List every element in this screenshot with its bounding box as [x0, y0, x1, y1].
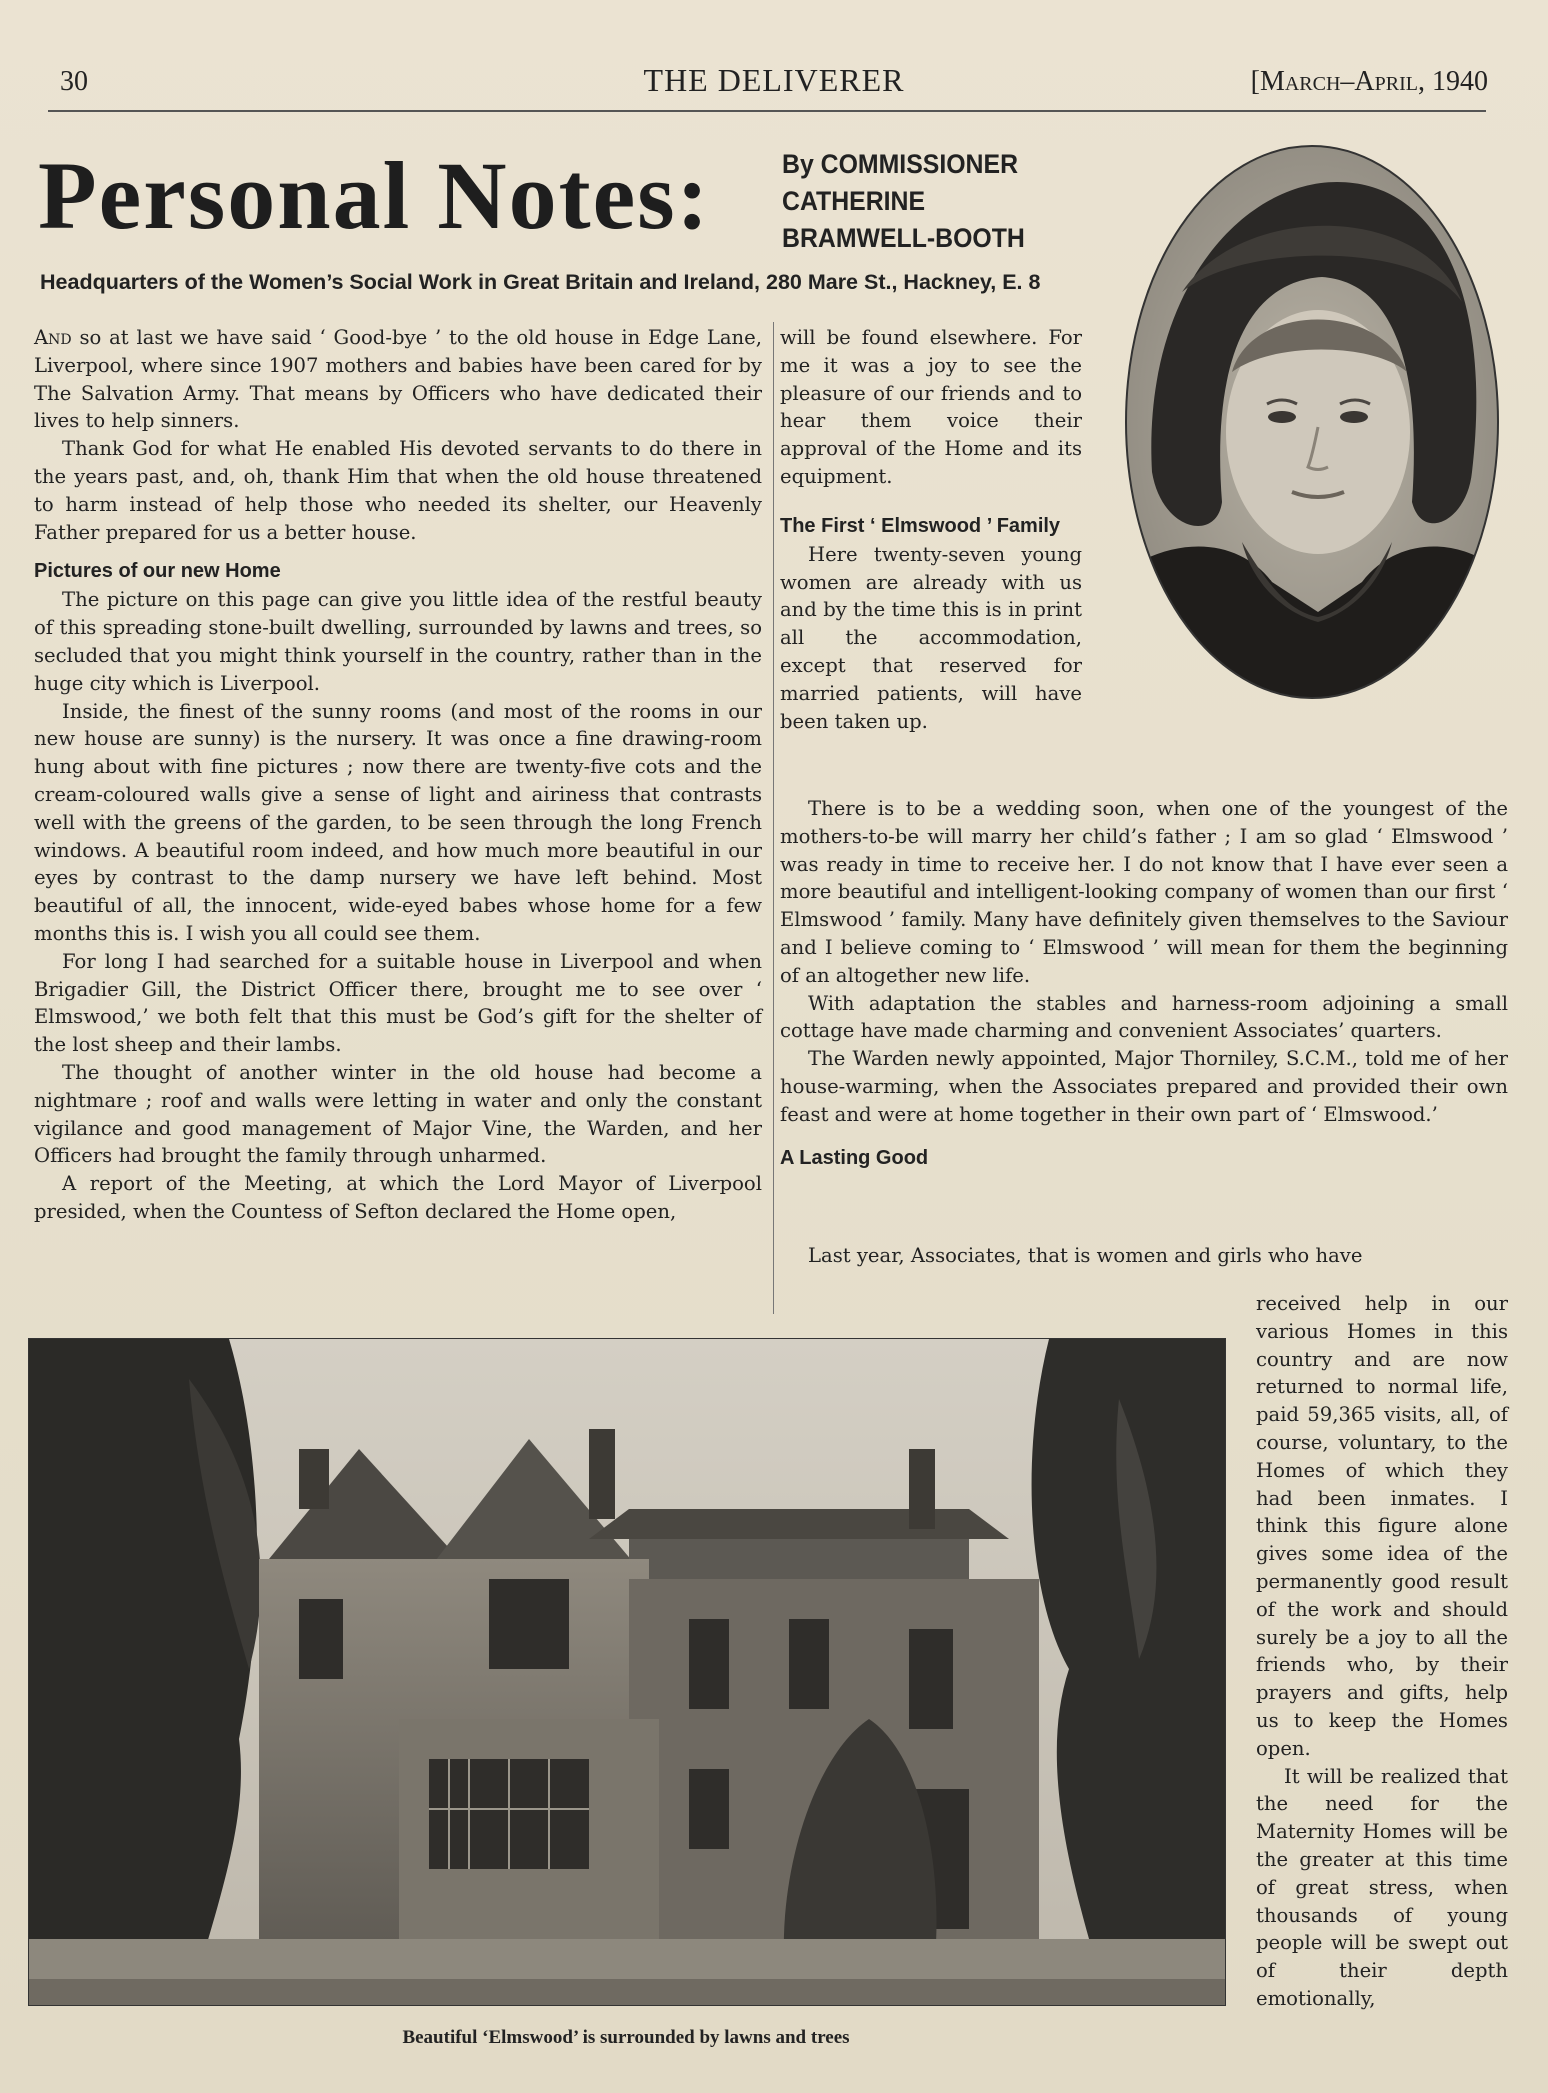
paragraph: There is to be a wedding soon, when one of the youngest of the mothers-to-be will marry her child’s father ; I am so glad ‘ Elmswood ’ was ready in time to receive her. I do not know that I have ever seen a more beautiful and intelligent-looking company of women than our first ‘ Elmswood ’ family. Many have definitely given themselves to the Saviour and I believe coming to ‘ Elmswood ’ will mean for them the beginning of an altogether new life. [780, 797, 1508, 987]
byline [782, 146, 1086, 257]
portrait-photo [1122, 142, 1502, 702]
paragraph: The Warden newly appointed, Major Thorniley, S.C.M., told me of her house-warming, when the Associates prepared and provided their own feast and were at home together in their own part of ‘ Elmswood.’ [780, 1047, 1508, 1126]
section-heading: Pictures of our new Home [34, 560, 281, 583]
drop-lead: And [34, 326, 72, 349]
paragraph: will be found elsewhere. For me it was a joy to see the pleasure of our friends and to hear them voice their approval of the Home and its equipment. [780, 326, 1082, 488]
byline-line-3: BRAMWELL-BOOTH [782, 223, 1025, 253]
paragraph: The picture on this page can give you little idea of the restful beauty of this spreading stone-built dwelling, surrounded by lawns and trees, so secluded that you might think yourself in the country, rather than in the huge city which is Liverpool. [34, 588, 762, 695]
paragraph: received help in our various Homes in this country and are now returned to normal life, paid 59,365 visits, all, of course, voluntary, to the Homes of which they had been inmates. I think this figure alone gives some idea of the permanently good result of the work and should surely be a joy to all the friends who, by their prayers and gifts, help us to keep the Homes open. [1256, 1292, 1508, 1760]
paragraph: With adaptation the stables and harness-room adjoining a small cottage have made charming and convenient Associates’ quarters. [780, 991, 1508, 1043]
column-4 [1256, 1290, 1508, 2013]
column-1 [34, 324, 762, 1226]
issue-date: [March–April, 1940 [1250, 66, 1488, 97]
running-header [60, 60, 1488, 104]
section-heading: A Lasting Good [780, 1146, 929, 1169]
byline-line-1: By COMMISSIONER [782, 149, 1019, 179]
column-2 [780, 324, 1082, 735]
byline-line-2: CATHERINE [782, 186, 926, 216]
column-3 [780, 795, 1508, 1173]
column-divider [773, 322, 774, 1314]
paragraph: Inside, the finest of the sunny rooms (and most of the rooms in our new house are sunny) is the nursery. It was once a fine drawing-room hung about with fine pictures ; now there are twenty-five cots and the cream-coloured walls give a sense of light and airiness that contrasts well with the greens of the garden, to be seen through the long French windows. A beautiful room indeed, and how much more beautiful in our eyes by contrast to the damp nursery we have left behind. Most beautiful of all, the innocent, wide-eyed babes whose home for a few months this is. I wish you all could see them. [34, 699, 762, 945]
paragraph: It will be realized that the need for the Maternity Homes will be the greater at this time of great stress, when thousands of young people will be swept out of their depth emotionally, [1256, 1764, 1508, 2010]
elmswood-house-photo [28, 1338, 1226, 2006]
page-number: 30 [60, 66, 88, 97]
publication-title: THE DELIVERER [643, 62, 905, 98]
photo-caption: Beautiful ‘Elmswood’ is surrounded by lawns and trees [402, 2027, 850, 2048]
column-3-continued [780, 1242, 1508, 1270]
paragraph: For long I had searched for a suitable house in Liverpool and when Brigadier Gill, the District Officer there, brought me to see over ‘ Elmswood,’ we both felt that this must be God’s gift for the shelter of the lost sheep and their lambs. [34, 949, 762, 1057]
header-rule [48, 110, 1486, 112]
section-heading: The First ‘ Elmswood ’ Family [780, 514, 1061, 537]
headquarters-line: Headquarters of the Women’s Social Work in Great Britain and Ireland, 280 Mare St., Hackney, E. 8 [40, 270, 1041, 294]
paragraph-text: so at last we have said ‘ Good-bye ’ to the old house in Edge Lane, Liverpool, where since 1907 mothers and babies have been cared for by The Salvation Army. That means by Officers who have dedicated their lives to help sinners. [34, 326, 762, 433]
paragraph: A report of the Meeting, at which the Lord Mayor of Liverpool presided, when the Countess of Sefton declared the Home open, [34, 1172, 762, 1223]
paragraph: Thank God for what He enabled His devoted servants to do there in the years past, and, oh, thank Him that when the old house threatened to harm instead of help those who needed its shelter, our Heavenly Father prepared for us a better house. [34, 437, 762, 544]
paragraph [34, 324, 762, 435]
headline: Personal Notes: [38, 142, 711, 249]
paragraph: The thought of another winter in the old house had become a nightmare ; roof and walls were letting in water and only the constant vigilance and good management of Major Vine, the Warden, and her Officers had brought the family through unharmed. [34, 1060, 762, 1168]
paragraph: Last year, Associates, that is women and girls who have [808, 1244, 1363, 1267]
paragraph: Here twenty-seven young women are already with us and by the time this is in print all the accommodation, except that reserved for married patients, will have been taken up. [780, 542, 1082, 733]
